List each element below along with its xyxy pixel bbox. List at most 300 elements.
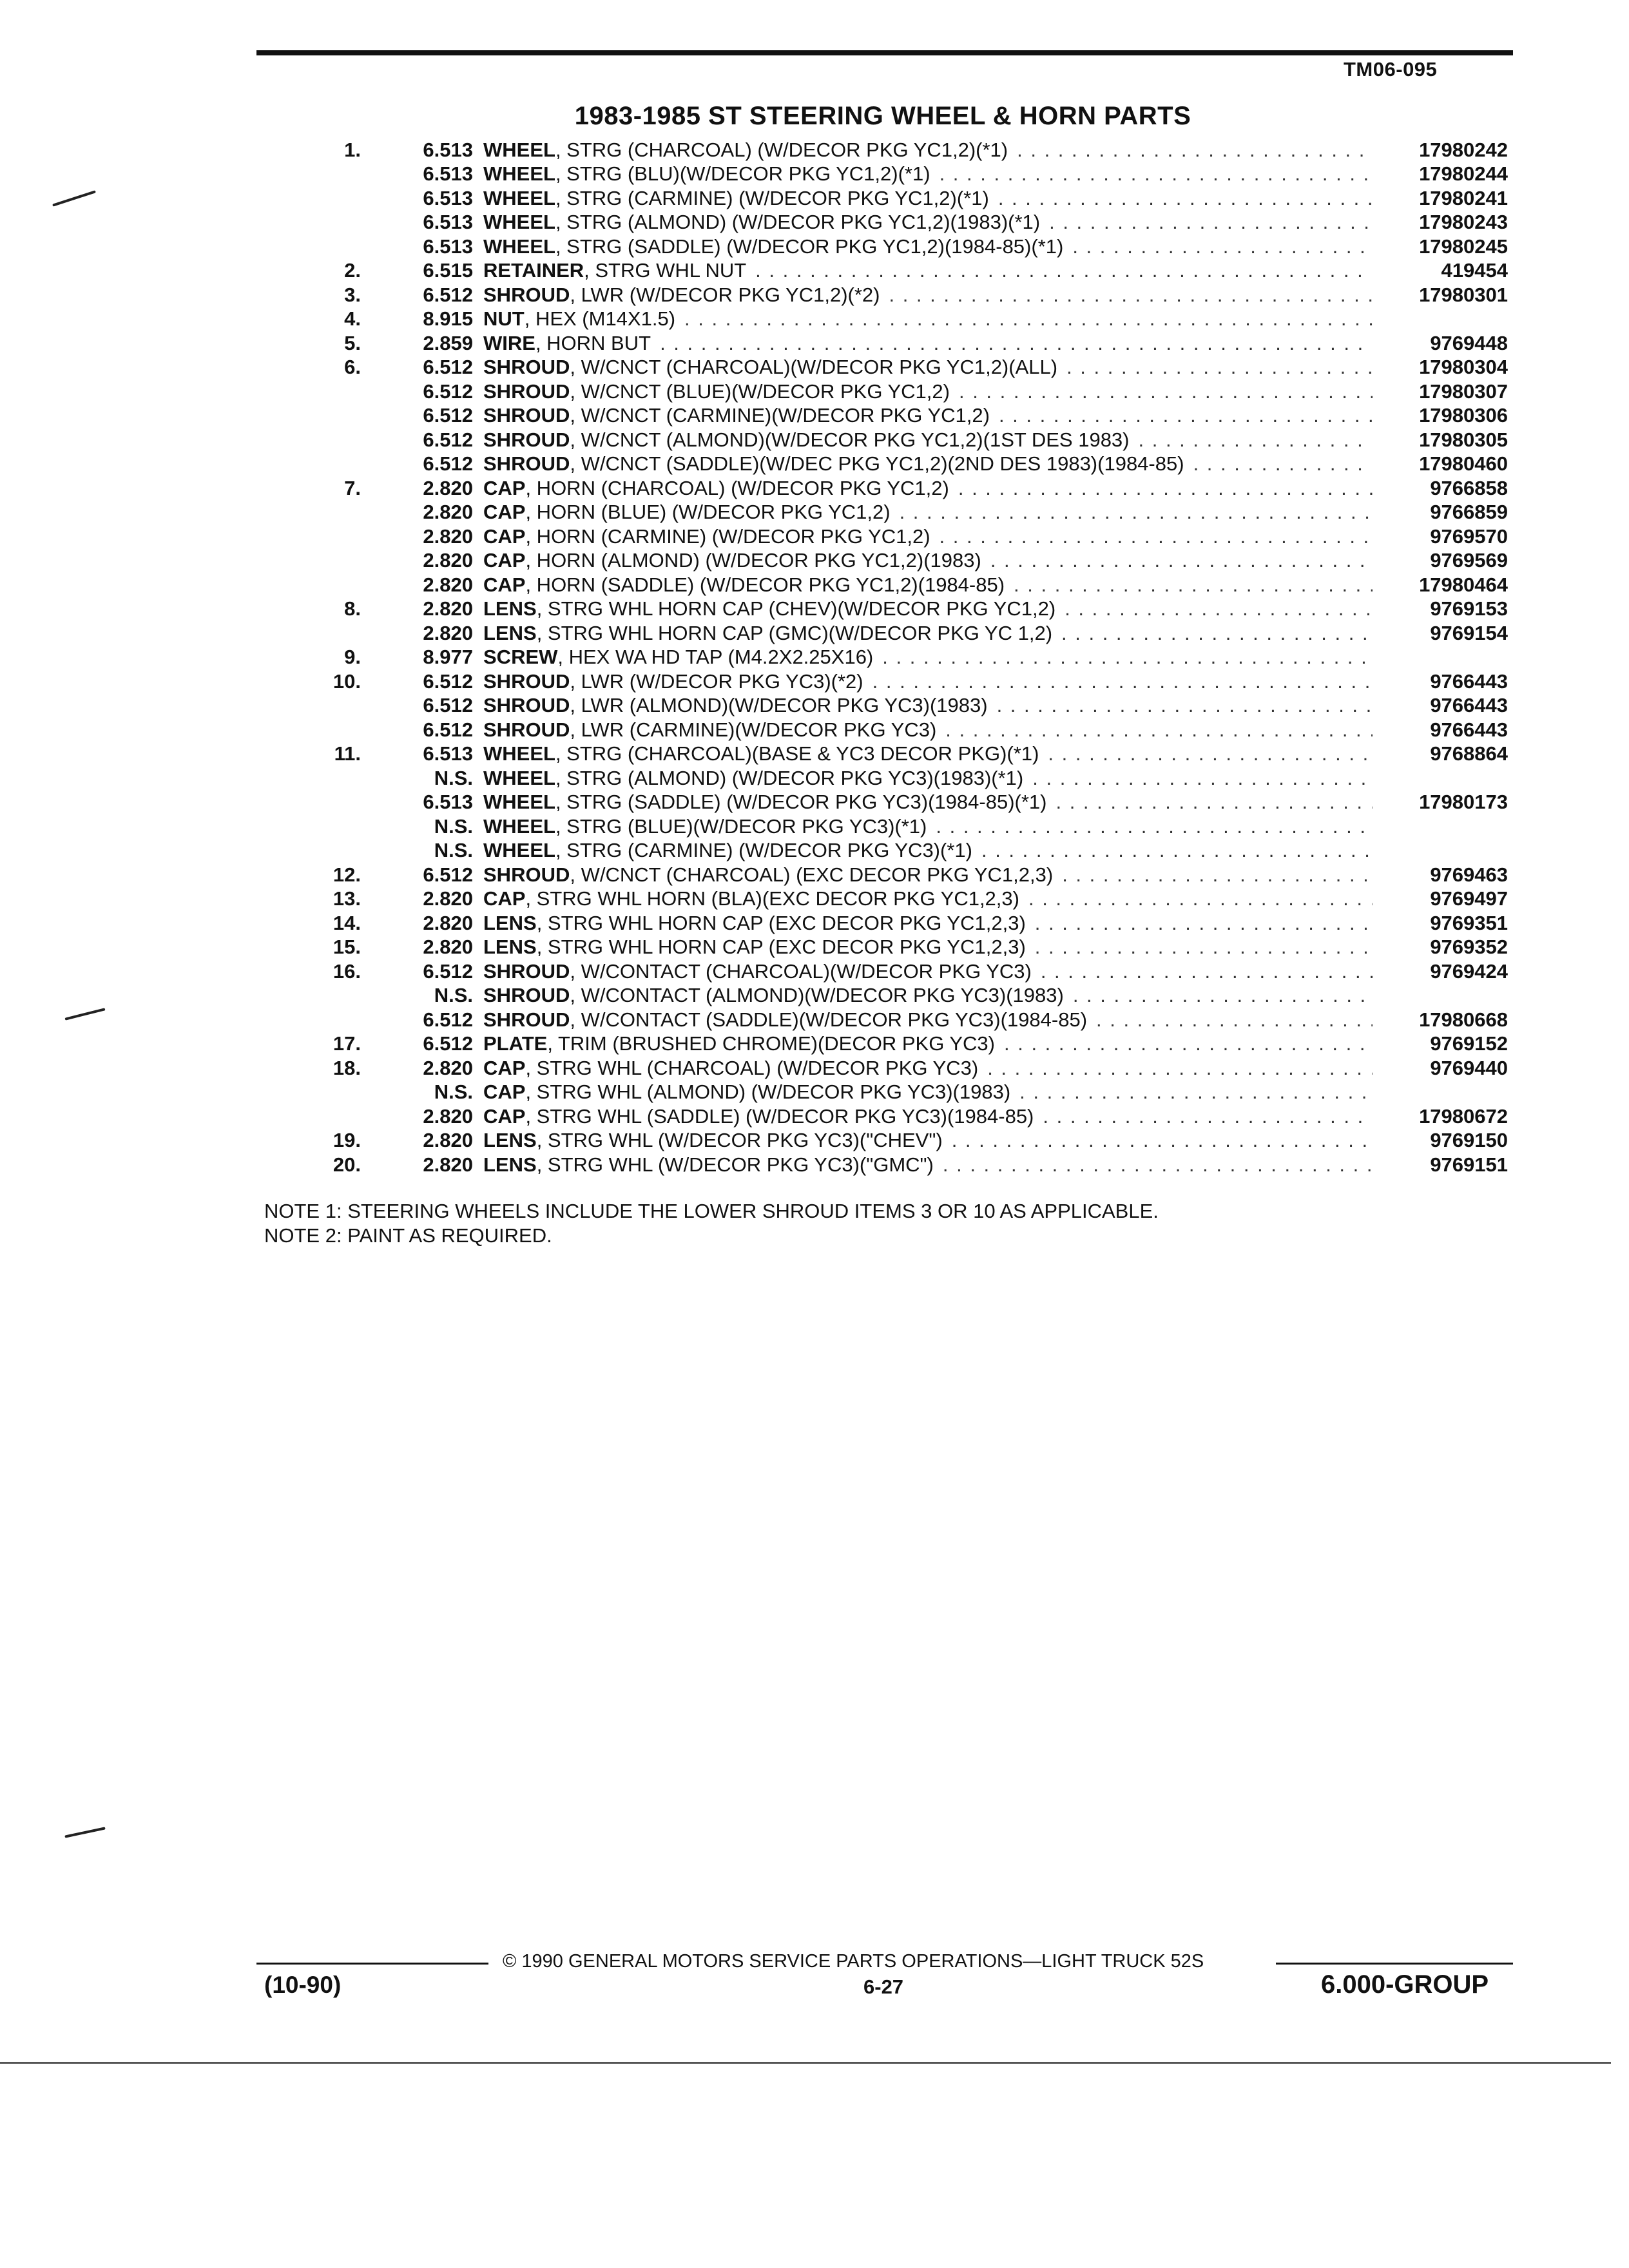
part-description (483, 1129, 1373, 1152)
part-name: SHROUD (483, 718, 570, 741)
group-number: 6.512 (423, 669, 473, 693)
group-number: 6.513 (423, 186, 473, 209)
part-detail: , LWR (ALMOND)(W/DECOR PKG YC3)(1983) (570, 694, 988, 717)
part-number: 17980672 (1419, 1104, 1508, 1128)
group-number: 6.512 (423, 718, 473, 741)
part-detail: , W/CONTACT (ALMOND)(W/DECOR PKG YC3)(1983) (570, 984, 1064, 1007)
part-number: 9766859 (1430, 501, 1508, 524)
dot-leader (1130, 428, 1373, 452)
part-name: CAP (483, 1056, 526, 1079)
part-name: SHROUD (483, 984, 570, 1007)
part-number: 17980305 (1419, 428, 1508, 451)
part-name: WHEEL (483, 186, 555, 209)
group-number: 8.977 (423, 646, 473, 669)
group-number: 6.512 (423, 452, 473, 476)
dot-leader (1008, 139, 1373, 162)
group-number: 6.512 (423, 404, 473, 427)
group-number: 2.820 (423, 1056, 473, 1079)
item-number: 1. (344, 138, 361, 161)
part-detail: , STRG WHL (ALMOND) (W/DECOR PKG YC3)(1983) (525, 1081, 1011, 1104)
part-name: SHROUD (483, 694, 570, 717)
part-row (296, 501, 1508, 525)
part-row (296, 1153, 1508, 1177)
part-description (483, 1081, 1373, 1104)
part-number: 9769152 (1430, 1032, 1508, 1055)
part-name: CAP (483, 1081, 526, 1104)
part-description (483, 356, 1373, 379)
part-row (296, 1104, 1508, 1129)
part-row (296, 718, 1508, 742)
part-row (296, 380, 1508, 404)
dot-leader (880, 284, 1373, 307)
part-row (296, 694, 1508, 718)
bottom-rule (0, 2062, 1611, 2064)
part-name: SCREW (483, 646, 558, 669)
part-description (483, 912, 1373, 935)
part-number: 9769151 (1430, 1153, 1508, 1176)
item-number: 7. (344, 476, 361, 499)
part-number: 17980244 (1419, 162, 1508, 186)
part-description (483, 477, 1373, 500)
part-number: 17980242 (1419, 138, 1508, 161)
part-detail: , STRG WHL (W/DECOR PKG YC3)("CHEV") (536, 1129, 943, 1152)
group-number: 6.513 (423, 211, 473, 234)
part-row (296, 1129, 1508, 1153)
part-detail: , HORN BUT (535, 331, 651, 354)
part-description (483, 1032, 1373, 1055)
part-row (296, 452, 1508, 477)
part-detail: , W/CONTACT (SADDLE)(W/DECOR PKG YC3)(1984-85) (570, 1008, 1088, 1031)
part-detail: , STRG WHL HORN CAP (EXC DECOR PKG YC1,2,3) (536, 936, 1026, 959)
part-detail: , STRG WHL NUT (584, 259, 747, 282)
dot-leader (1063, 235, 1373, 258)
part-detail: , STRG WHL HORN CAP (GMC)(W/DECOR PKG YC 1,2) (536, 621, 1053, 644)
group-number: 6.512 (423, 1008, 473, 1031)
part-detail: , STRG (CARMINE) (W/DECOR PKG YC1,2)(*1) (555, 186, 989, 209)
part-number: 9769352 (1430, 936, 1508, 959)
group-number: 2.820 (423, 597, 473, 620)
part-name: CAP (483, 524, 526, 548)
binder-hole-mark (52, 190, 96, 206)
part-description (483, 839, 1373, 862)
part-detail: , HORN (CHARCOAL) (W/DECOR PKG YC1,2) (525, 476, 949, 499)
dot-leader (1053, 863, 1373, 887)
part-name: WHEEL (483, 742, 555, 765)
part-number: 17980241 (1419, 186, 1508, 209)
part-name: WHEEL (483, 138, 555, 161)
part-row (296, 428, 1508, 452)
group-number: 2.820 (423, 1153, 473, 1176)
part-number: 9766858 (1430, 476, 1508, 499)
part-description (483, 211, 1373, 234)
part-row (296, 839, 1508, 863)
part-number: 17980307 (1419, 380, 1508, 403)
dot-leader (988, 694, 1373, 717)
group-number: 2.820 (423, 621, 473, 644)
group-number: 6.513 (423, 235, 473, 258)
dot-leader (863, 670, 1373, 693)
dot-leader (1019, 887, 1373, 910)
part-detail: , STRG WHL (W/DECOR PKG YC3)("GMC") (536, 1153, 934, 1176)
part-name: SHROUD (483, 283, 570, 306)
part-number: 9769440 (1430, 1056, 1508, 1079)
item-number: 12. (333, 863, 361, 886)
group-number: 6.512 (423, 356, 473, 379)
part-row (296, 597, 1508, 622)
group-label: 6.000-GROUP (1321, 1970, 1489, 1999)
part-row (296, 936, 1508, 960)
part-row (296, 404, 1508, 428)
part-detail: , W/CNCT (CHARCOAL)(W/DECOR PKG YC1,2)(ALL) (570, 356, 1058, 379)
part-description (483, 187, 1373, 210)
item-number: 13. (333, 887, 361, 910)
dot-leader (746, 259, 1373, 282)
part-row (296, 138, 1508, 162)
part-name: SHROUD (483, 404, 570, 427)
dot-leader (978, 1057, 1373, 1080)
dot-leader (1005, 573, 1373, 597)
item-number: 19. (333, 1129, 361, 1152)
dot-leader (891, 501, 1373, 524)
part-description (483, 284, 1373, 307)
part-name: LENS (483, 911, 537, 934)
part-number: 9769463 (1430, 863, 1508, 886)
part-row (296, 1081, 1508, 1105)
part-row (296, 235, 1508, 259)
part-name: WHEEL (483, 211, 555, 234)
dot-leader (950, 380, 1373, 403)
dot-leader (995, 1032, 1373, 1055)
part-detail: , LWR (W/DECOR PKG YC3)(*2) (570, 669, 863, 693)
part-name: CAP (483, 887, 526, 910)
item-number: 14. (333, 911, 361, 934)
part-detail: , W/CNCT (SADDLE)(W/DEC PKG YC1,2)(2ND DES 1983)(1984-85) (570, 452, 1184, 476)
part-name: WIRE (483, 331, 535, 354)
group-number: 8.915 (423, 307, 473, 331)
item-number: 8. (344, 597, 361, 620)
part-row (296, 791, 1508, 815)
part-row (296, 669, 1508, 694)
part-description (483, 501, 1373, 524)
part-description (483, 791, 1373, 814)
part-description (483, 694, 1373, 717)
part-row (296, 863, 1508, 887)
part-number: 9766443 (1430, 718, 1508, 741)
part-row (296, 984, 1508, 1008)
part-description (483, 428, 1373, 452)
part-number: 17980306 (1419, 404, 1508, 427)
group-number: 6.512 (423, 1032, 473, 1055)
part-detail: , STRG (CHARCOAL) (W/DECOR PKG YC1,2)(*1) (555, 138, 1008, 161)
group-number: N.S. (434, 839, 473, 862)
part-description (483, 332, 1373, 355)
group-number: 6.512 (423, 283, 473, 306)
dot-leader (943, 1129, 1373, 1152)
part-name: SHROUD (483, 428, 570, 451)
part-name: WHEEL (483, 766, 555, 789)
part-row (296, 162, 1508, 187)
part-name: CAP (483, 501, 526, 524)
part-row (296, 573, 1508, 597)
part-description (483, 670, 1373, 693)
dot-leader (930, 525, 1373, 548)
item-number: 5. (344, 331, 361, 354)
part-detail: , STRG (SADDLE) (W/DECOR PKG YC1,2)(1984-85)(*1) (555, 235, 1064, 258)
group-number: 2.820 (423, 524, 473, 548)
notes-section (264, 1200, 1159, 1249)
part-detail: , STRG (CHARCOAL)(BASE & YC3 DECOR PKG)(*1) (555, 742, 1039, 765)
part-description (483, 235, 1373, 258)
part-name: CAP (483, 1104, 526, 1128)
item-number: 6. (344, 356, 361, 379)
part-description (483, 936, 1373, 959)
revision-date: (10-90) (264, 1972, 342, 1998)
part-name: SHROUD (483, 356, 570, 379)
part-number: 17980460 (1419, 452, 1508, 476)
part-number: 17980243 (1419, 211, 1508, 234)
part-row (296, 1056, 1508, 1081)
parts-list (296, 138, 1508, 1177)
item-number: 18. (333, 1056, 361, 1079)
group-number: 6.513 (423, 162, 473, 186)
group-number: 6.515 (423, 259, 473, 282)
dot-leader (1064, 984, 1373, 1007)
part-row (296, 1008, 1508, 1032)
dot-leader (990, 404, 1373, 427)
dot-leader (927, 815, 1373, 838)
part-number: 9769154 (1430, 621, 1508, 644)
dot-leader (1039, 742, 1373, 765)
part-number: 17980245 (1419, 235, 1508, 258)
part-description (483, 960, 1373, 983)
part-name: SHROUD (483, 669, 570, 693)
part-name: SHROUD (483, 452, 570, 476)
page-number: 6-27 (863, 1975, 904, 1998)
group-number: 6.512 (423, 380, 473, 403)
dot-leader (1052, 622, 1373, 645)
note-2: NOTE 2: PAINT AS REQUIRED. (264, 1224, 552, 1247)
part-name: LENS (483, 936, 537, 959)
part-row (296, 887, 1508, 912)
part-detail: , STRG WHL (SADDLE) (W/DECOR PKG YC3)(1984-85) (525, 1104, 1034, 1128)
group-number: 6.513 (423, 742, 473, 765)
part-number: 9769448 (1430, 331, 1508, 354)
dot-leader (1026, 912, 1373, 935)
group-number: N.S. (434, 1081, 473, 1104)
part-name: SHROUD (483, 1008, 570, 1031)
part-description (483, 815, 1373, 838)
dot-leader (981, 549, 1373, 572)
part-detail: , W/CNCT (ALMOND)(W/DECOR PKG YC1,2)(1ST DES 1983) (570, 428, 1130, 451)
part-name: WHEEL (483, 791, 555, 814)
part-name: CAP (483, 573, 526, 596)
group-number: 2.820 (423, 911, 473, 934)
part-name: SHROUD (483, 959, 570, 983)
part-row (296, 911, 1508, 936)
part-row (296, 766, 1508, 791)
footer-rule-right (1276, 1963, 1513, 1965)
group-number: 2.820 (423, 887, 473, 910)
part-name: LENS (483, 1129, 537, 1152)
part-row (296, 959, 1508, 984)
part-description (483, 767, 1373, 790)
part-name: WHEEL (483, 162, 555, 186)
dot-leader (1040, 211, 1373, 234)
part-row (296, 814, 1508, 839)
page-title: 1983-1985 ST STEERING WHEEL & HORN PARTS (574, 102, 1191, 130)
part-detail: , W/CNCT (CHARCOAL) (EXC DECOR PKG YC1,2,3) (570, 863, 1054, 886)
part-name: CAP (483, 476, 526, 499)
part-row (296, 646, 1508, 670)
part-description (483, 887, 1373, 910)
part-description (483, 1057, 1373, 1080)
part-description (483, 549, 1373, 572)
dot-leader (675, 307, 1373, 331)
group-number: 6.513 (423, 138, 473, 161)
part-description (483, 863, 1373, 887)
dot-leader (1023, 767, 1373, 790)
part-description (483, 597, 1373, 620)
group-number: 6.512 (423, 694, 473, 717)
part-number: 9769570 (1430, 524, 1508, 548)
copyright-notice: © 1990 GENERAL MOTORS SERVICE PARTS OPERATIONS—LIGHT TRUCK 52S (503, 1951, 1204, 1972)
part-detail: , STRG (BLU)(W/DECOR PKG YC1,2)(*1) (555, 162, 930, 186)
dot-leader (1026, 936, 1373, 959)
part-number: 9769150 (1430, 1129, 1508, 1152)
group-number: 2.820 (423, 1104, 473, 1128)
group-number: 2.820 (423, 936, 473, 959)
part-row (296, 211, 1508, 235)
dot-leader (1087, 1008, 1373, 1032)
part-number: 17980304 (1419, 356, 1508, 379)
item-number: 20. (333, 1153, 361, 1176)
part-detail: , STRG WHL HORN CAP (EXC DECOR PKG YC1,2,3) (536, 911, 1026, 934)
part-description (483, 622, 1373, 645)
part-row (296, 621, 1508, 646)
part-description (483, 162, 1373, 186)
part-description (483, 573, 1373, 597)
note-1: NOTE 1: STEERING WHEELS INCLUDE THE LOWER SHROUD ITEMS 3 OR 10 AS APPLICABLE. (264, 1200, 1159, 1222)
part-description (483, 452, 1373, 476)
part-row (296, 1032, 1508, 1057)
group-number: 6.512 (423, 959, 473, 983)
item-number: 16. (333, 959, 361, 983)
group-number: 2.820 (423, 1129, 473, 1152)
dot-leader (972, 839, 1373, 862)
item-number: 17. (333, 1032, 361, 1055)
part-row (296, 524, 1508, 549)
part-name: PLATE (483, 1032, 548, 1055)
part-name: WHEEL (483, 839, 555, 862)
dot-leader (989, 187, 1373, 210)
part-description (483, 1008, 1373, 1032)
binder-hole-mark (64, 1827, 105, 1838)
dot-leader (1010, 1081, 1373, 1104)
part-description (483, 259, 1373, 282)
part-number: 17980668 (1419, 1008, 1508, 1031)
part-detail: , HORN (ALMOND) (W/DECOR PKG YC1,2)(1983) (525, 549, 981, 572)
dot-leader (1034, 1105, 1373, 1128)
part-name: CAP (483, 549, 526, 572)
part-row (296, 283, 1508, 307)
part-name: NUT (483, 307, 525, 331)
part-description (483, 984, 1373, 1007)
part-detail: , HORN (CARMINE) (W/DECOR PKG YC1,2) (525, 524, 930, 548)
dot-leader (1184, 452, 1373, 476)
dot-leader (1032, 960, 1373, 983)
part-row (296, 331, 1508, 356)
part-description (483, 139, 1373, 162)
part-row (296, 259, 1508, 284)
group-number: N.S. (434, 814, 473, 838)
dot-leader (934, 1153, 1373, 1177)
part-number: 17980301 (1419, 283, 1508, 306)
item-number: 4. (344, 307, 361, 331)
part-detail: , HEX WA HD TAP (M4.2X2.25X16) (557, 646, 874, 669)
dot-leader (1055, 597, 1373, 620)
part-row (296, 307, 1508, 332)
dot-leader (651, 332, 1373, 355)
part-detail: , HORN (SADDLE) (W/DECOR PKG YC1,2)(1984-85) (525, 573, 1005, 596)
part-row (296, 476, 1508, 501)
group-number: 6.512 (423, 428, 473, 451)
part-number: 9769569 (1430, 549, 1508, 572)
binder-hole-mark (64, 1008, 105, 1020)
item-number: 9. (344, 646, 361, 669)
part-number: 9769424 (1430, 959, 1508, 983)
part-detail: , STRG (CARMINE) (W/DECOR PKG YC3)(*1) (555, 839, 972, 862)
part-name: WHEEL (483, 235, 555, 258)
dot-leader (930, 162, 1373, 186)
part-row (296, 549, 1508, 573)
dot-leader (949, 477, 1373, 500)
part-description (483, 718, 1373, 742)
part-number: 9766443 (1430, 694, 1508, 717)
item-number: 15. (333, 936, 361, 959)
part-name: LENS (483, 597, 537, 620)
part-detail: , LWR (W/DECOR PKG YC1,2)(*2) (570, 283, 880, 306)
part-name: SHROUD (483, 380, 570, 403)
document-code: TM06-095 (1344, 58, 1438, 81)
dot-leader (873, 646, 1373, 669)
part-detail: , LWR (CARMINE)(W/DECOR PKG YC3) (570, 718, 937, 741)
part-detail: , HEX (M14X1.5) (524, 307, 676, 331)
part-description (483, 646, 1373, 669)
part-description (483, 1105, 1373, 1128)
part-detail: , STRG (ALMOND) (W/DECOR PKG YC1,2)(1983)(*1) (555, 211, 1041, 234)
group-number: 2.859 (423, 331, 473, 354)
group-number: N.S. (434, 984, 473, 1007)
part-number: 17980464 (1419, 573, 1508, 596)
item-number: 10. (333, 669, 361, 693)
part-row (296, 186, 1508, 211)
group-number: 6.512 (423, 863, 473, 886)
part-description (483, 525, 1373, 548)
item-number: 11. (334, 742, 361, 765)
part-name: SHROUD (483, 863, 570, 886)
part-description (483, 307, 1373, 331)
part-detail: , TRIM (BRUSHED CHROME)(DECOR PKG YC3) (547, 1032, 995, 1055)
part-number: 17980173 (1419, 791, 1508, 814)
part-description (483, 1153, 1373, 1177)
part-detail: , STRG (BLUE)(W/DECOR PKG YC3)(*1) (555, 814, 927, 838)
part-name: RETAINER (483, 259, 584, 282)
footer-rule-left (256, 1963, 488, 1965)
part-name: LENS (483, 1153, 537, 1176)
dot-leader (936, 718, 1373, 742)
group-number: 2.820 (423, 501, 473, 524)
dot-leader (1046, 791, 1373, 814)
